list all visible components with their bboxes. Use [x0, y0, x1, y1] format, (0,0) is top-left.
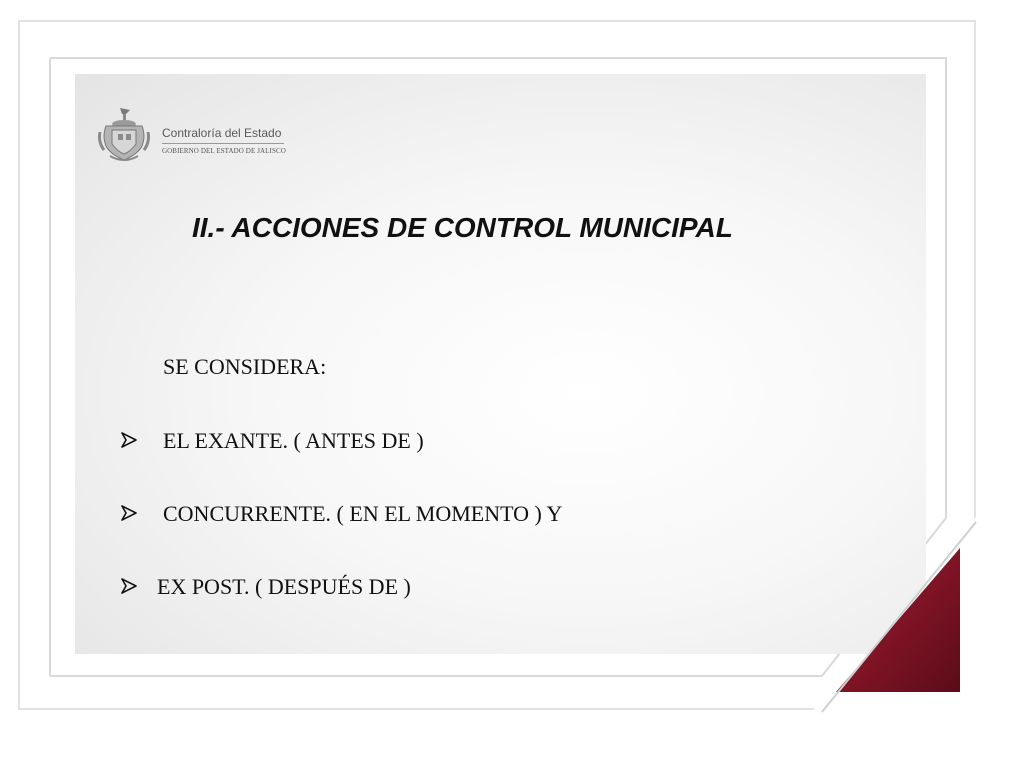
arrowhead-bullet-icon — [121, 578, 137, 594]
logo-subtitle: GOBIERNO DEL ESTADO DE JALISCO — [162, 147, 286, 155]
arrowhead-bullet-icon — [121, 432, 137, 448]
bullet-item: EL EXANTE. ( ANTES DE ) — [163, 428, 424, 453]
bullet-item: CONCURRENTE. ( EN EL MOMENTO ) Y — [163, 501, 563, 526]
logo-divider — [162, 143, 284, 144]
arrowhead-bullet-icon — [121, 505, 137, 521]
slide-title: II.- ACCIONES DE CONTROL MUNICIPAL — [192, 212, 733, 243]
logo-title: Contraloría del Estado — [162, 126, 282, 140]
contraloria-logo — [96, 106, 296, 166]
intro-text: SE CONSIDERA: — [163, 354, 327, 379]
bullet-item: EX POST. ( DESPUÉS DE ) — [157, 574, 411, 599]
coat-of-arms-icon — [96, 106, 152, 164]
